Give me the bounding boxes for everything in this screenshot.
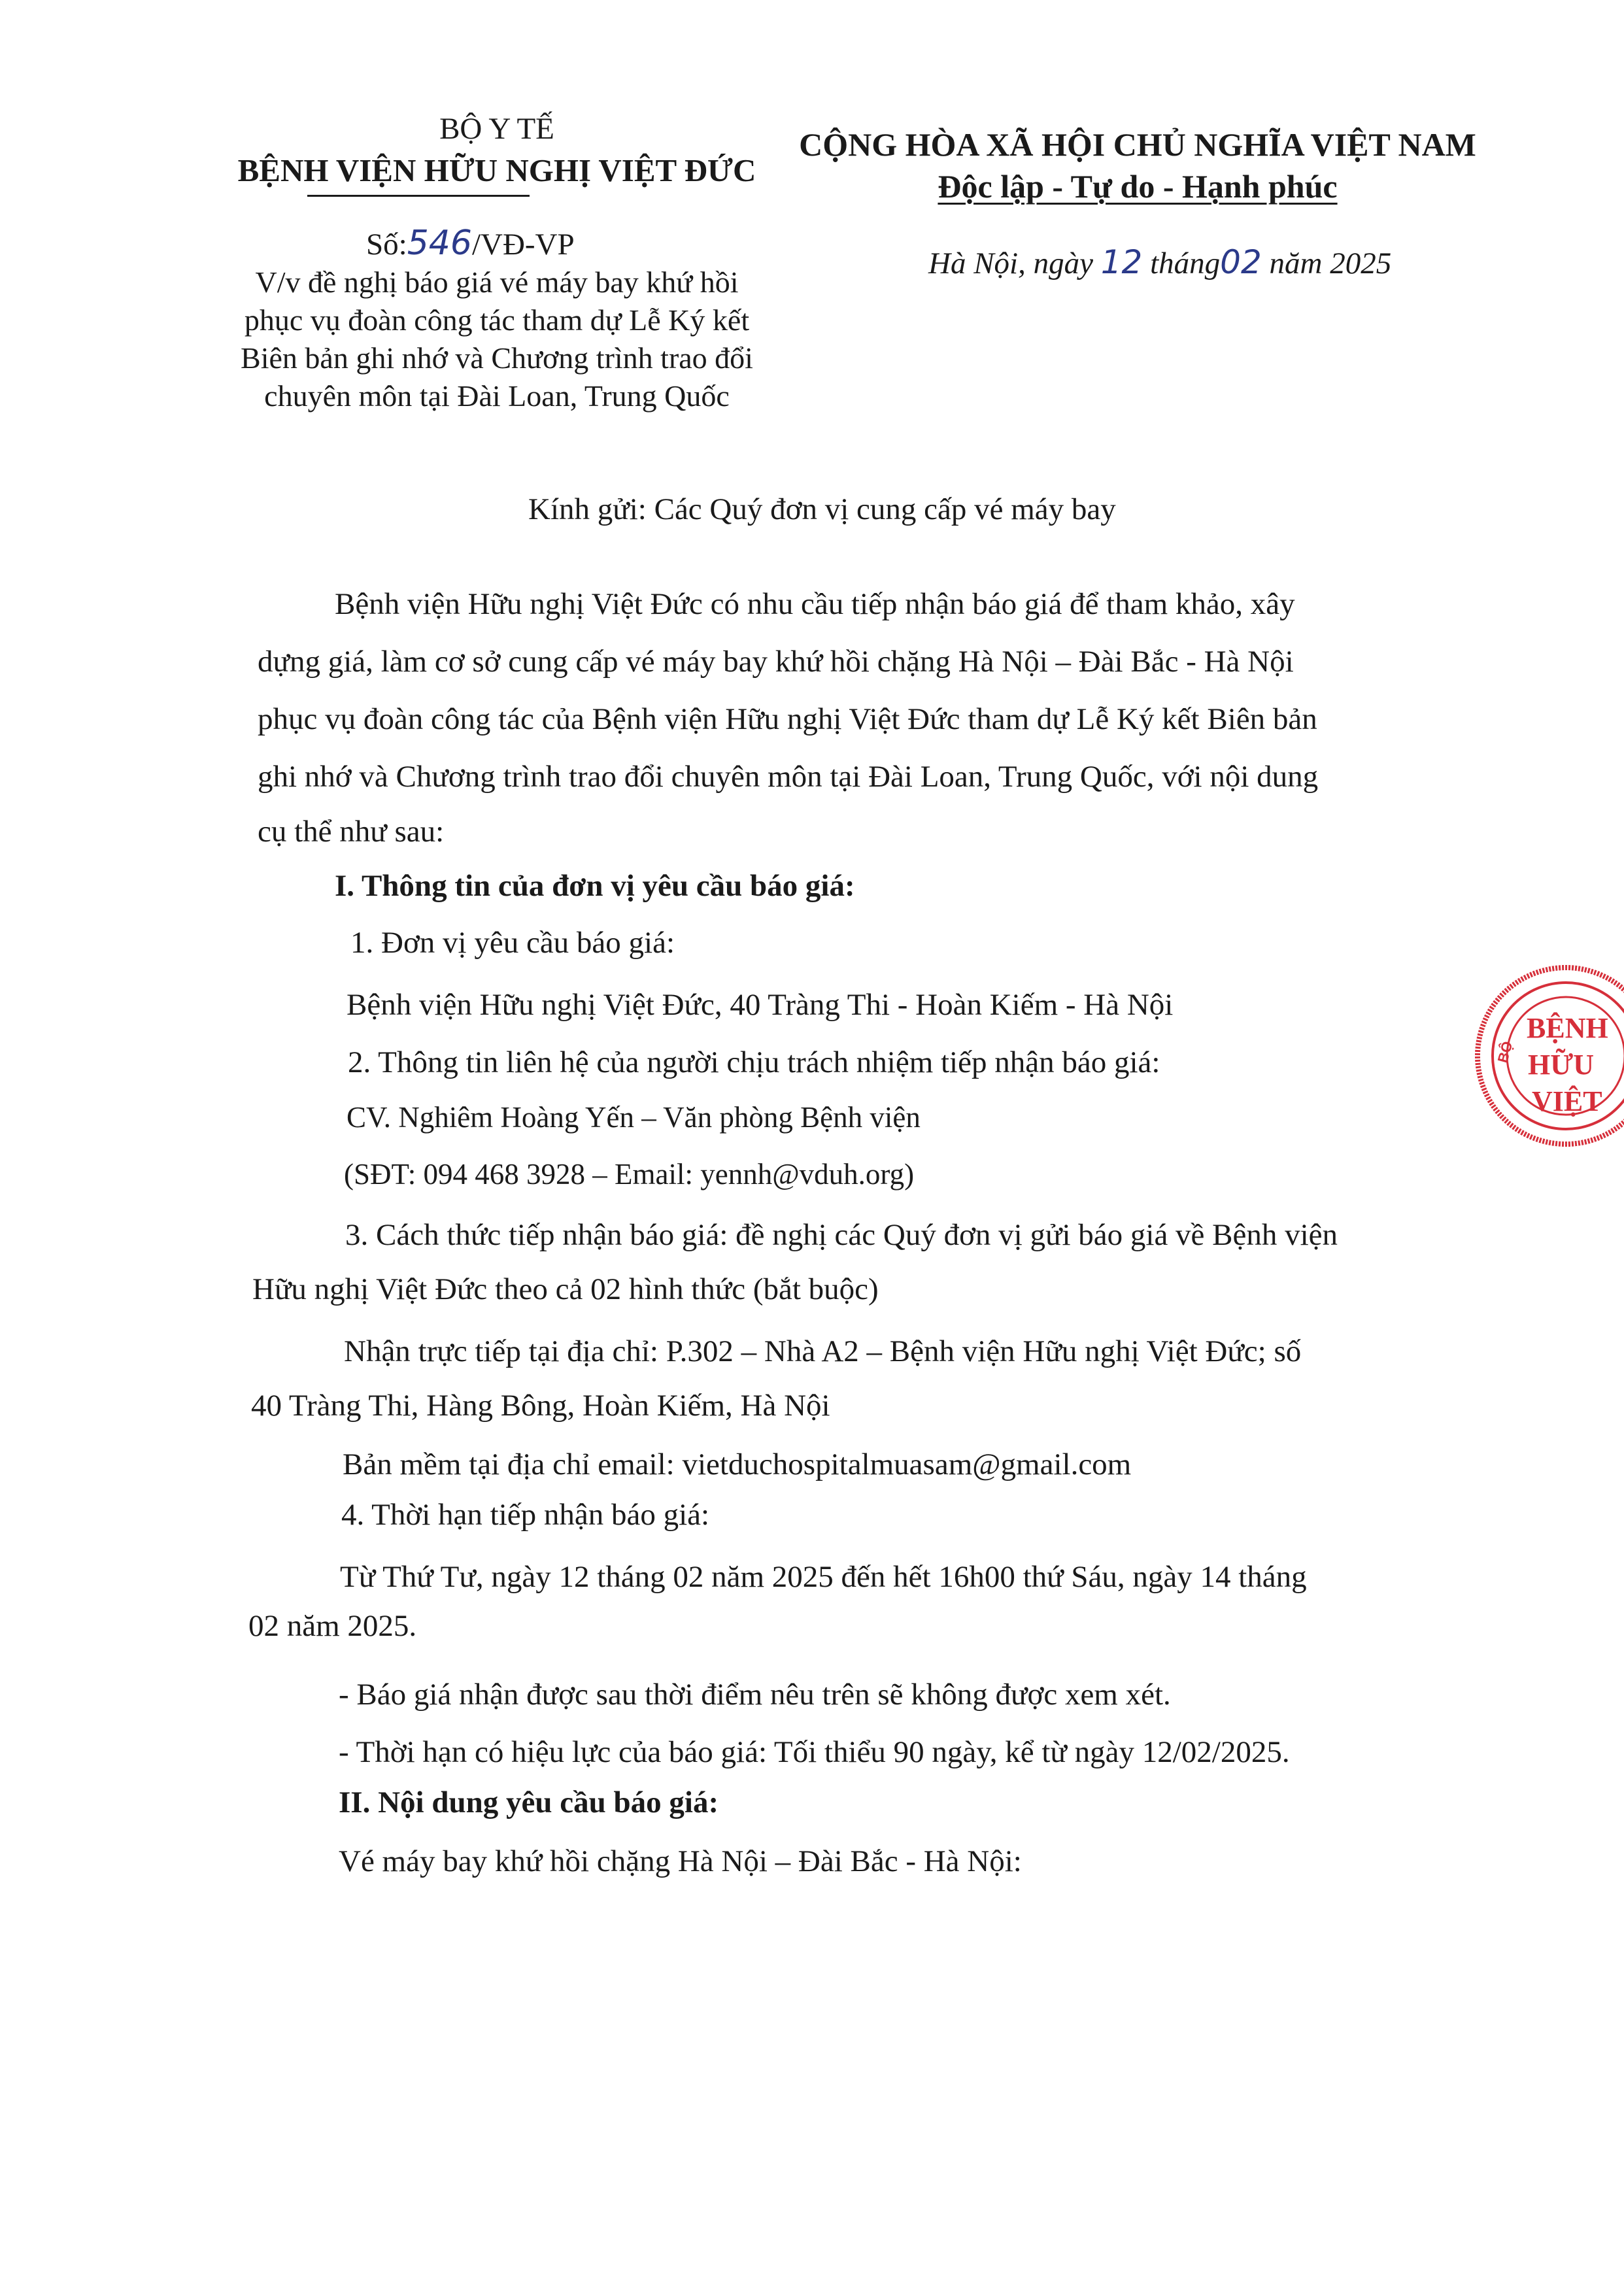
stamp-side-text: BỘ	[1494, 1039, 1516, 1065]
intro-line: dựng giá, làm cơ sở cung cấp vé máy bay khứ hồi chặng Hà Nội – Đài Bắc - Hà Nội	[258, 645, 1294, 679]
item-3-line-2: Hữu nghị Việt Đức theo cả 02 hình thức (bắt buộc)	[252, 1272, 879, 1306]
subject-line: V/v đề nghị báo giá vé máy bay khứ hồi	[255, 265, 739, 299]
item-1-label: 1. Đơn vị yêu cầu báo giá:	[350, 926, 675, 960]
section-2-heading: II. Nội dung yêu cầu báo giá:	[339, 1785, 719, 1819]
item-3-email: Bản mềm tại địa chỉ email: vietduchospitalmuasam@gmail.com	[343, 1447, 1132, 1481]
recipient-line: Kính gửi: Các Quý đơn vị cung cấp vé máy bay	[528, 492, 1116, 526]
item-4-line-1: Từ Thứ Tư, ngày 12 tháng 02 năm 2025 đến hết 16h00 thứ Sáu, ngày 14 tháng	[340, 1560, 1307, 1594]
date-month-label: tháng	[1150, 246, 1221, 280]
section-2-line-1: Vé máy bay khứ hồi chặng Hà Nội – Đài Bắc - Hà Nội:	[339, 1844, 1022, 1878]
subject-line: Biên bản ghi nhớ và Chương trình trao đổi	[241, 341, 753, 375]
item-2-contact: (SĐT: 094 468 3928 – Email: yennh@vduh.org)	[344, 1158, 915, 1191]
note-2: - Thời hạn có hiệu lực của báo giá: Tối thiểu 90 ngày, kể từ ngày 12/02/2025.	[339, 1735, 1290, 1769]
stamp-line-2: HỮU	[1528, 1049, 1595, 1081]
date-year: năm 2025	[1269, 246, 1392, 280]
item-4-line-2: 02 năm 2025.	[248, 1609, 417, 1643]
number-prefix: Số:	[366, 228, 407, 262]
item-3-direct-line-1: Nhận trực tiếp tại địa chỉ: P.302 – Nhà A2 – Bệnh viện Hữu nghị Việt Đức; số	[344, 1334, 1302, 1368]
item-3-direct-line-2: 40 Tràng Thi, Hàng Bông, Hoàn Kiếm, Hà Nội	[251, 1389, 830, 1423]
stamp-line-3: VIỆT	[1532, 1085, 1602, 1117]
number-handwritten: 546	[407, 224, 472, 263]
ministry-name: BỘ Y TẾ	[439, 112, 554, 146]
intro-line: cụ thể như sau:	[258, 815, 445, 849]
item-4-label: 4. Thời hạn tiếp nhận báo giá:	[341, 1498, 710, 1532]
item-3-line-1: 3. Cách thức tiếp nhận báo giá: đề nghị các Quý đơn vị gửi báo giá về Bệnh viện	[345, 1218, 1338, 1252]
header-underline-left	[307, 195, 530, 197]
intro-line: ghi nhớ và Chương trình trao đổi chuyên môn tại Đài Loan, Trung Quốc, với nội dung	[258, 760, 1319, 794]
date-month-handwritten: 02	[1220, 243, 1262, 281]
intro-line: phục vụ đoàn công tác của Bệnh viện Hữu nghị Việt Đức tham dự Lễ Ký kết Biên bản	[258, 702, 1317, 736]
item-1-value: Bệnh viện Hữu nghị Việt Đức, 40 Tràng Thi - Hoàn Kiếm - Hà Nội	[347, 988, 1174, 1022]
subject-line: chuyên môn tại Đài Loan, Trung Quốc	[264, 379, 730, 413]
republic-name: CỘNG HÒA XÃ HỘI CHỦ NGHĨA VIỆT NAM	[799, 126, 1476, 163]
document-number	[366, 224, 575, 263]
item-2-person: CV. Nghiêm Hoàng Yến – Văn phòng Bệnh viện	[347, 1101, 921, 1134]
national-motto	[758, 167, 1517, 205]
hospital-name: BỆNH VIỆN HỮU NGHỊ VIỆT ĐỨC	[237, 152, 756, 188]
number-suffix: /VĐ-VP	[471, 228, 575, 262]
subject-line: phục vụ đoàn công tác tham dự Lễ Ký kết	[244, 303, 750, 337]
intro-line: Bệnh viện Hữu nghị Việt Đức có nhu cầu tiếp nhận báo giá để tham khảo, xây	[335, 587, 1295, 621]
stamp-icon	[1461, 951, 1624, 1147]
stamp-line-1: BỆNH	[1527, 1012, 1608, 1044]
section-1-heading: I. Thông tin của đơn vị yêu cầu báo giá:	[335, 869, 855, 903]
date-day-handwritten: 12	[1100, 243, 1143, 281]
official-stamp	[1461, 951, 1624, 1147]
note-1: - Báo giá nhận được sau thời điểm nêu trên sẽ không được xem xét.	[339, 1678, 1171, 1712]
motto-text: Độc lập - Tự do - Hạnh phúc	[938, 168, 1338, 205]
date-prefix: Hà Nội, ngày	[928, 246, 1093, 280]
item-2-label: 2. Thông tin liên hệ của người chịu trách nhiệm tiếp nhận báo giá:	[348, 1045, 1160, 1079]
place-date	[928, 243, 1391, 281]
